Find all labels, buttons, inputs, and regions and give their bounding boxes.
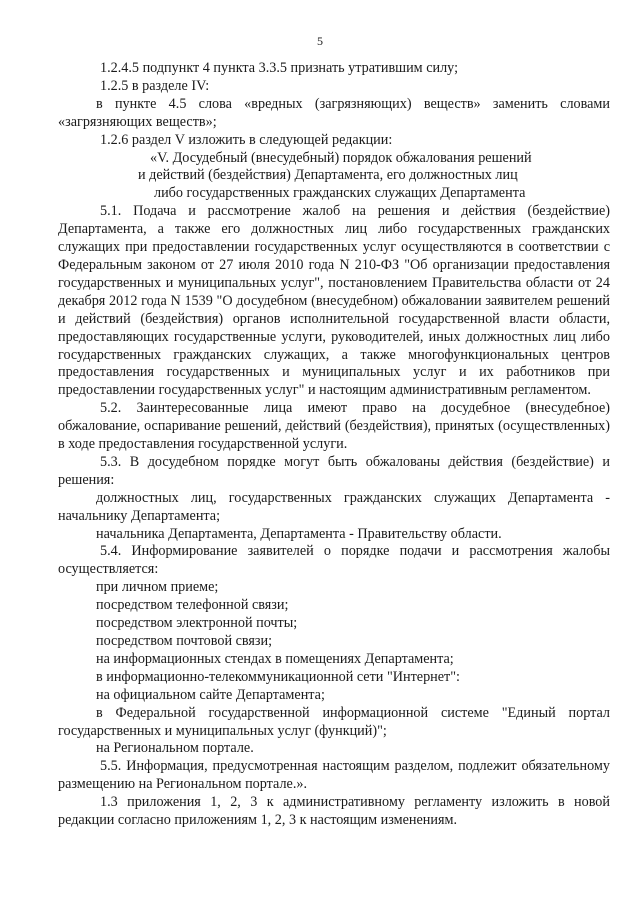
list-item: на официальном сайте Департамента; [96, 686, 325, 703]
list-item: посредством телефонной связи; [96, 597, 289, 614]
section-v-heading [58, 150, 610, 204]
paragraph-regional-portal: на Региональном портале. [96, 740, 254, 757]
paragraph-1-3: 1.3 приложения 1, 2, 3 к административному регламенту изложить в новой редакции согласно приложениям 1, 2, 3 к настоящим изменениям. [58, 794, 610, 829]
paragraph-5-1: 5.1. Подача и рассмотрение жалоб на решения и действия (бездействие) Департамента, а также его должностных лиц либо государственных гражданских служащих при предоставлении государственных услуг осуществляются в соответствии с Федеральным законом от 27 июля 2010 года N 210-ФЗ "Об организации предоставления государственных и муниципальных услуг", постановлением Правительства области от 24 декабря 2012 года N 1539 "О досудебном (внесудебном) обжаловании заявителем решений и действий (бездействия) органов исполнительной государственной власти области, предоставляющих государственные услуги, руководителей, иных должностных лиц либо государственных гражданских служащих, а также многофункциональных центров предоставления государственных и муниципальных услуг и их работников при предоставлении государственных услуг" и настоящим административным регламентом. [58, 203, 610, 399]
page-number: 5 [317, 34, 323, 48]
list-item: в информационно-телекоммуникационной сети "Интернет": [96, 668, 460, 685]
section-heading-line-1: «V. Досудебный (внесудебный) порядок обжалования решений [150, 149, 532, 166]
list-item: посредством электронной почты; [96, 615, 298, 632]
paragraph-5-4: 5.4. Информирование заявителей о порядке подачи и рассмотрения жалобы осуществляется: [58, 543, 610, 578]
list-item: при личном приеме; [96, 579, 219, 596]
paragraph-federal-portal: в Федеральной государственной информационной системе "Единый портал государственных и муниципальных услуг (функций)"; [58, 704, 610, 739]
paragraph-5-3-head: начальника Департамента, Департамента - Правительству области. [96, 525, 502, 542]
paragraph-1-2-5: 1.2.5 в разделе IV: [100, 77, 210, 94]
paragraph-4-5-replacement: в пункте 4.5 слова «вредных (загрязняющих) веществ» заменить словами «загрязняющих веществ»; [58, 95, 610, 130]
paragraph-5-3: 5.3. В досудебном порядке могут быть обжалованы действия (бездействие) и решения: [58, 453, 610, 488]
document-body [58, 60, 610, 830]
list-item: посредством почтовой связи; [96, 633, 273, 649]
list-item: на информационных стендах в помещениях Департамента; [96, 650, 454, 667]
paragraph-1-2-4-5: 1.2.4.5 подпункт 4 пункта 3.3.5 признать утратившим силу; [100, 60, 459, 76]
paragraph-5-3-officials: должностных лиц, государственных гражданских служащих Департамента - начальнику Департамента; [58, 489, 610, 524]
paragraph-5-5: 5.5. Информация, предусмотренная настоящим разделом, подлежит обязательному размещению на Региональном портале.». [58, 758, 610, 793]
paragraph-5-2: 5.2. Заинтересованные лица имеют право на досудебное (внесудебное) обжалование, оспаривание решений, действий (бездействия), принятых (осуществленных) в ходе предоставления государственной услуги. [58, 400, 610, 453]
section-heading-line-2: и действий (бездействия) Департамента, его должностных лиц [138, 167, 518, 184]
paragraph-1-2-6: 1.2.6 раздел V изложить в следующей редакции: [100, 131, 393, 148]
section-heading-line-3: либо государственных гражданских служащих Департамента [154, 185, 526, 202]
